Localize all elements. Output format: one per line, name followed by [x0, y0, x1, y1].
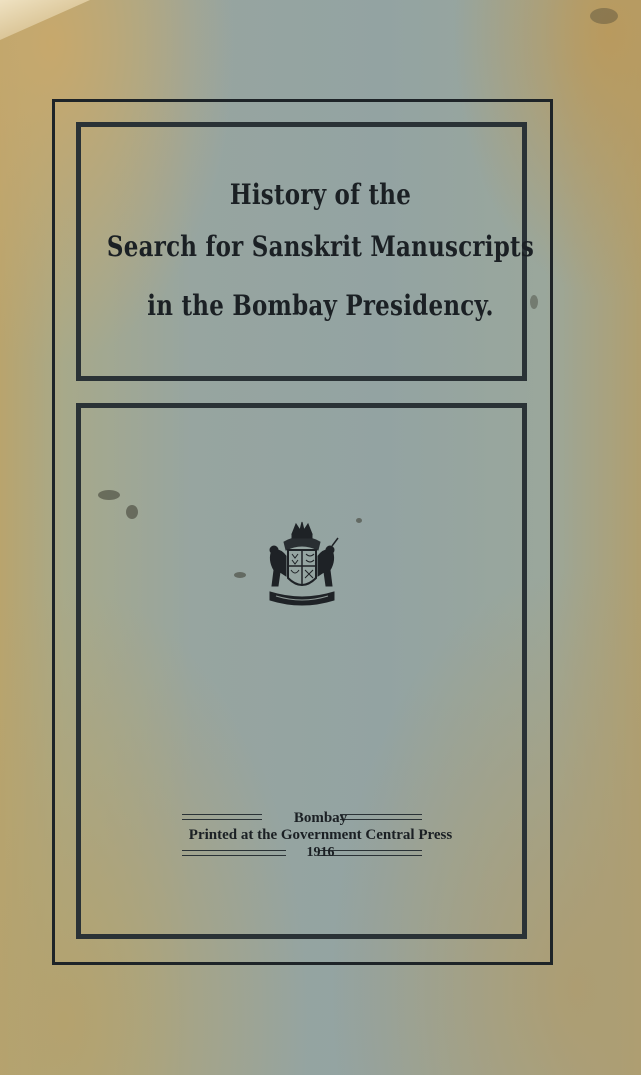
title-line-3: in the Bombay Presidency.	[147, 289, 494, 322]
stain-speck	[126, 505, 138, 519]
stain-speck	[356, 518, 362, 523]
folded-corner	[0, 0, 90, 40]
imprint-year: 1916	[306, 845, 335, 860]
imprint-place: Bombay	[293, 810, 348, 826]
title-line-1: History of the	[229, 178, 412, 211]
stain-speck	[530, 295, 538, 309]
stain-speck	[234, 572, 246, 578]
title-line-2: Search for Sanskrit Manuscripts	[106, 230, 535, 263]
imprint-printer: Printed at the Government Central Press	[188, 827, 453, 843]
stain-speck	[590, 8, 618, 24]
royal-coat-of-arms-icon	[262, 520, 342, 610]
stain-speck	[98, 490, 120, 500]
